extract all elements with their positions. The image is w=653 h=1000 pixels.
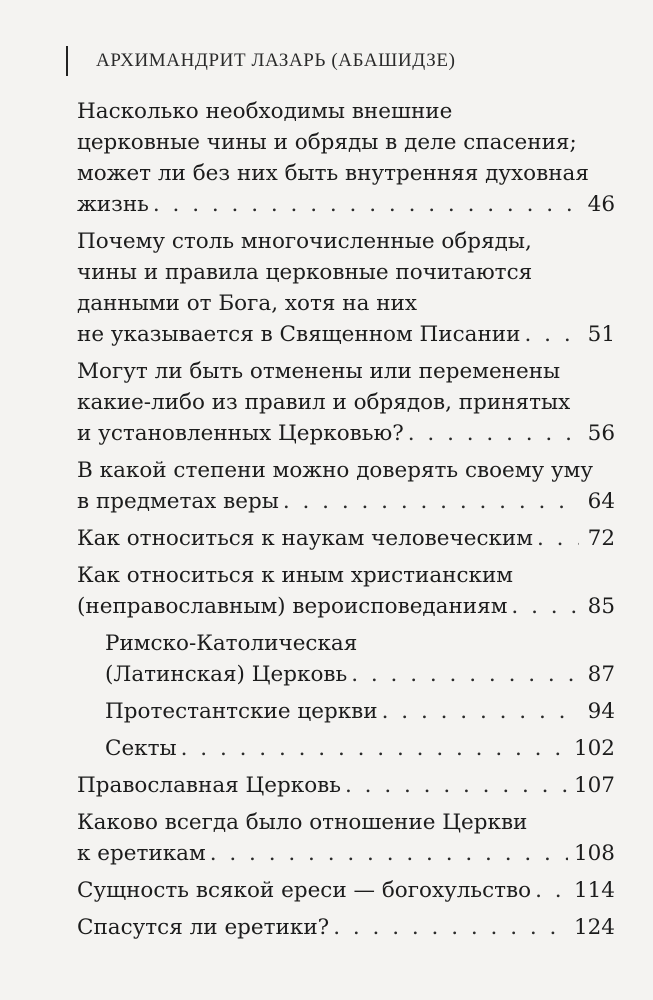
toc-entry[interactable]	[77, 560, 615, 622]
toc-entry-title-end: (неправославным) вероисповеданиям	[77, 594, 508, 619]
toc-entry[interactable]	[105, 733, 615, 764]
toc-entry-last-line	[105, 696, 615, 727]
dot-leader	[537, 523, 579, 554]
dot-leader	[181, 733, 568, 764]
toc-entry-last-line	[77, 591, 615, 622]
toc-entry-line: В какой степени можно доверять своему уму	[77, 458, 594, 483]
page-number: 114	[573, 878, 615, 903]
toc-entry-title-end: и установленных Церковью?	[77, 421, 404, 446]
toc-entry[interactable]	[77, 912, 615, 943]
toc-entry-line: Насколько необходимы внешние	[77, 99, 453, 124]
header-rule	[66, 46, 68, 76]
toc-entry-last-line	[77, 523, 615, 554]
toc-entry-title-end: жизнь	[77, 192, 149, 217]
toc-entry-last-line	[105, 733, 615, 764]
toc-entry-last-line	[77, 770, 615, 801]
toc-entry-line: Почему столь многочисленные обряды,	[77, 229, 532, 254]
table-of-contents	[77, 96, 615, 949]
page-number: 87	[587, 662, 615, 687]
toc-entry-line: Как относиться к иным христианским	[77, 563, 514, 588]
toc-entry[interactable]	[105, 696, 615, 727]
dot-leader	[408, 418, 579, 449]
toc-entry-title-end: Секты	[105, 736, 177, 761]
toc-entry-line: данными от Бога, хотя на них	[77, 291, 418, 316]
toc-entry-last-line	[77, 875, 615, 906]
toc-entry-last-line	[77, 838, 615, 869]
toc-entry[interactable]	[77, 807, 615, 869]
toc-entry-last-line	[77, 912, 615, 943]
page-number: 124	[573, 915, 615, 940]
page-number: 72	[587, 526, 615, 551]
toc-entry-last-line	[77, 189, 615, 220]
toc-entry[interactable]	[77, 356, 615, 449]
toc-entry-title-end: Спасутся ли еретики?	[77, 915, 330, 940]
toc-entry-last-line	[77, 418, 615, 449]
page-number: 64	[587, 489, 615, 514]
dot-leader	[345, 770, 568, 801]
toc-entry-title-end: в предметах веры	[77, 489, 279, 514]
page-number: 46	[587, 192, 615, 217]
toc-entry-line: может ли без них быть внутренняя духовная	[77, 161, 589, 186]
dot-leader	[535, 875, 568, 906]
page-number: 108	[573, 841, 615, 866]
dot-leader	[351, 659, 579, 690]
toc-entry[interactable]	[77, 96, 615, 220]
page-number: 107	[573, 773, 615, 798]
running-head-text: АРХИМАНДРИТ ЛАЗАРЬ (АБАШИДЗЕ)	[96, 50, 456, 71]
toc-entry-line: чины и правила церковные почитаются	[77, 260, 533, 285]
page-number: 56	[587, 421, 615, 446]
toc-entry[interactable]	[77, 455, 615, 517]
toc-entry-last-line	[77, 486, 615, 517]
toc-entry-title-end: Православная Церковь	[77, 773, 341, 798]
dot-leader	[333, 912, 568, 943]
page-number: 94	[587, 699, 615, 724]
toc-entry-title-end: не указывается в Священном Писании	[77, 322, 521, 347]
toc-entry-title-end: к еретикам	[77, 841, 206, 866]
dot-leader	[524, 319, 579, 350]
running-head	[66, 46, 456, 76]
toc-entry[interactable]	[105, 628, 615, 690]
toc-entry-line: Римско-Католическая	[105, 631, 358, 656]
toc-entry-last-line	[77, 319, 615, 350]
dot-leader	[153, 189, 579, 220]
toc-entry-line: Каково всегда было отношение Церкви	[77, 810, 528, 835]
toc-entry[interactable]	[77, 226, 615, 350]
toc-entry-title-end: Протестантские церкви	[105, 699, 378, 724]
toc-entry-title-end: Сущность всякой ереси — богохульство	[77, 878, 532, 903]
dot-leader	[210, 838, 568, 869]
toc-entry-last-line	[105, 659, 615, 690]
toc-entry[interactable]	[77, 523, 615, 554]
toc-entry-line: церковные чины и обряды в деле спасения;	[77, 130, 577, 155]
page-number: 85	[587, 594, 615, 619]
toc-entry-title-end: (Латинская) Церковь	[105, 662, 348, 687]
toc-entry-line: какие-либо из правил и обрядов, принятых	[77, 390, 571, 415]
dot-leader	[511, 591, 579, 622]
page-number: 51	[587, 322, 615, 347]
toc-entry-title-end: Как относиться к наукам человеческим	[77, 526, 533, 551]
dot-leader	[283, 486, 579, 517]
toc-entry[interactable]	[77, 770, 615, 801]
toc-entry[interactable]	[77, 875, 615, 906]
toc-entry-line: Могут ли быть отменены или переменены	[77, 359, 561, 384]
page-number: 102	[573, 736, 615, 761]
dot-leader	[382, 696, 579, 727]
